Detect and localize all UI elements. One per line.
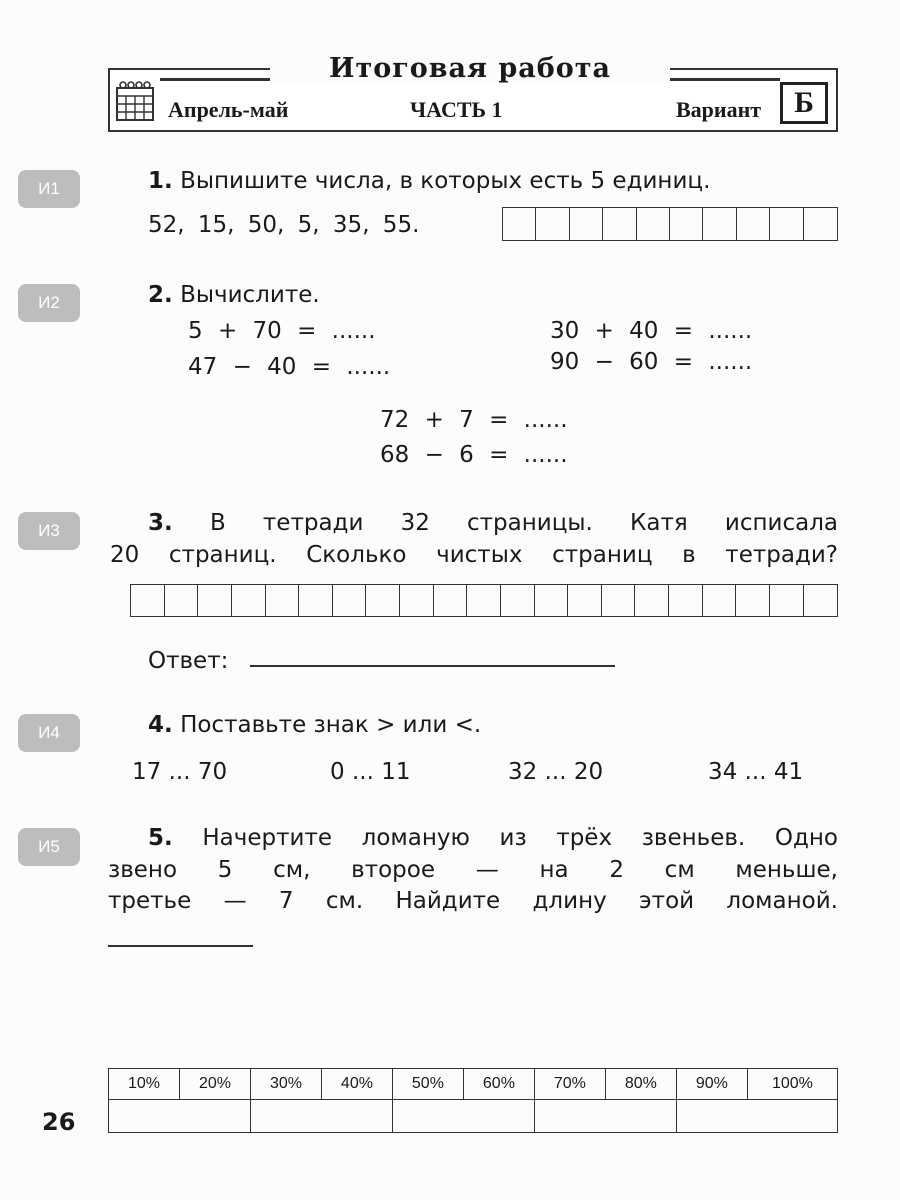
percent-cell: 70% bbox=[534, 1069, 605, 1100]
tag-i5: И5 bbox=[18, 828, 80, 866]
task1-question: 1. Выпишите числа, в которых есть 5 единиц. bbox=[148, 168, 711, 194]
task4-pair-2: 0 ... 11 bbox=[330, 759, 411, 785]
task1-answer-grid[interactable] bbox=[502, 207, 838, 241]
task4-pair-4: 34 ... 41 bbox=[708, 759, 804, 785]
page-title: Итоговая работа bbox=[270, 54, 670, 84]
task2-expr-3: 30 + 40 = ...... bbox=[550, 318, 753, 344]
task4-pair-1: 17 ... 70 bbox=[132, 759, 228, 785]
task2-expr-6: 68 − 6 = ...... bbox=[380, 442, 568, 468]
percent-cell: 40% bbox=[321, 1069, 392, 1100]
task2-expr-1: 5 + 70 = ...... bbox=[188, 318, 376, 344]
percent-table bbox=[108, 1068, 838, 1133]
percent-cell: 20% bbox=[179, 1069, 250, 1100]
percent-cell: 60% bbox=[463, 1069, 534, 1100]
score-cell[interactable] bbox=[392, 1100, 534, 1133]
percent-cell: 30% bbox=[250, 1069, 321, 1100]
task2-expr-2: 47 − 40 = ...... bbox=[188, 354, 391, 380]
task5-answer-line[interactable] bbox=[108, 945, 253, 947]
calendar-icon bbox=[115, 80, 155, 122]
header-variant-label: Вариант bbox=[676, 97, 762, 122]
tag-i2: И2 bbox=[18, 284, 80, 322]
score-cell[interactable] bbox=[109, 1100, 251, 1133]
task3-answer-grid[interactable] bbox=[130, 584, 838, 617]
task4-question: 4. Поставьте знак > или <. bbox=[148, 712, 482, 738]
task3-question-line1: 3. В тетради 32 страницы. Катя исписала bbox=[148, 510, 838, 536]
task5-line3: третье — 7 см. Найдите длину этой ломаной. bbox=[108, 888, 838, 914]
variant-badge: Б bbox=[780, 82, 828, 124]
tag-i1: И1 bbox=[18, 170, 80, 208]
percent-cell: 90% bbox=[676, 1069, 747, 1100]
task2-expr-4: 90 − 60 = ...... bbox=[550, 349, 753, 375]
tag-i4: И4 bbox=[18, 714, 80, 752]
task3-answer-label: Ответ: bbox=[148, 648, 229, 674]
task5-line1: 5. Начертите ломаную из трёх звеньев. Одно bbox=[148, 825, 838, 851]
percent-cell: 50% bbox=[392, 1069, 463, 1100]
score-cell[interactable] bbox=[676, 1100, 837, 1133]
task3-question-line2: 20 страниц. Сколько чистых страниц в тетради? bbox=[110, 542, 838, 568]
task2-expr-5: 72 + 7 = ...... bbox=[380, 407, 568, 433]
page-number: 26 bbox=[42, 1108, 76, 1136]
score-cell[interactable] bbox=[250, 1100, 392, 1133]
percent-cell: 100% bbox=[747, 1069, 837, 1100]
task1-numbers: 52, 15, 50, 5, 35, 55. bbox=[148, 212, 420, 238]
percent-cell: 10% bbox=[109, 1069, 180, 1100]
task4-pair-3: 32 ... 20 bbox=[508, 759, 604, 785]
score-cell[interactable] bbox=[534, 1100, 676, 1133]
task5-line2: звено 5 см, второе — на 2 см меньше, bbox=[108, 857, 838, 883]
percent-cell: 80% bbox=[605, 1069, 676, 1100]
header-period: Апрель-май bbox=[168, 97, 289, 122]
task2-question: 2. Вычислите. bbox=[148, 282, 320, 308]
tag-i3: И3 bbox=[18, 512, 80, 550]
task3-answer-line[interactable] bbox=[250, 665, 615, 667]
header-part: ЧАСТЬ 1 bbox=[410, 97, 503, 122]
